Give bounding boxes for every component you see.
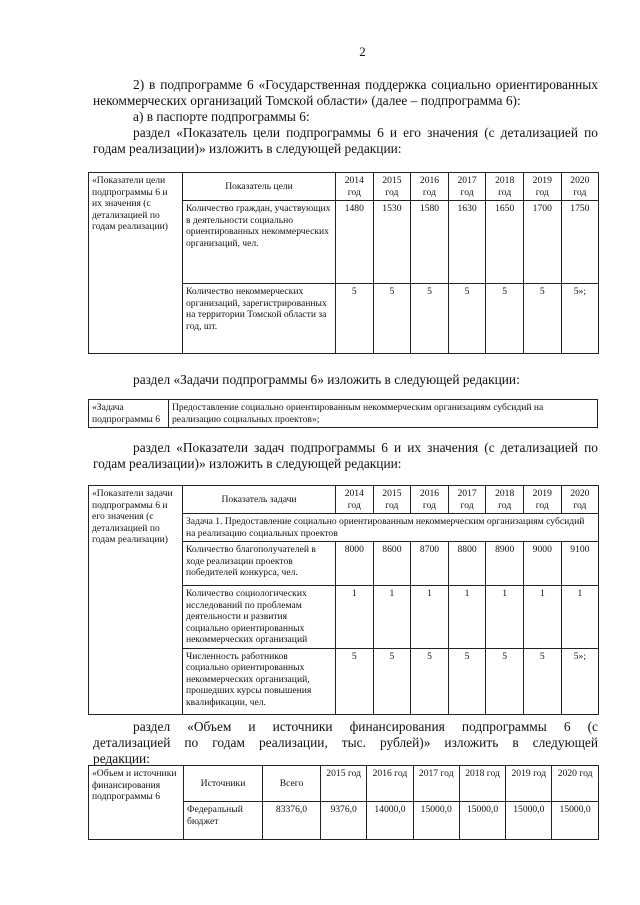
cell-value: 14000,0 bbox=[367, 802, 413, 840]
year-header: 2016 год bbox=[411, 486, 449, 514]
goal-indicators-table bbox=[88, 172, 599, 354]
year-header: 2020 год bbox=[561, 173, 599, 201]
year-header: 2015 год bbox=[373, 173, 411, 201]
column-header-sources: Источники bbox=[184, 766, 263, 802]
indicator-name: Количество благополучателей в ходе реализации проектов победителей конкурса, чел. bbox=[183, 542, 336, 586]
cell-value: 5 bbox=[486, 284, 524, 354]
cell-value: 15000,0 bbox=[552, 802, 598, 840]
table-label: «Показатели задачи подпрограммы 6 и его значения (с детализацией по годам реализации) bbox=[89, 486, 183, 715]
column-header-total: Всего bbox=[263, 766, 321, 802]
cell-value: 8900 bbox=[486, 542, 524, 586]
year-header: 2019 год bbox=[523, 486, 561, 514]
year-header: 2018 год bbox=[486, 486, 524, 514]
year-header: 2016 год bbox=[411, 173, 449, 201]
cell-value: 5 bbox=[448, 284, 486, 354]
financing-table bbox=[88, 765, 599, 840]
cell-value: 5 bbox=[411, 284, 449, 354]
paragraph-task-indicators-section: раздел «Показатели задач подпрограммы 6 и их значения (с детализацией по годам реализации)» изложить в следующей редакции: bbox=[93, 440, 598, 471]
year-header: 2017 год bbox=[448, 173, 486, 201]
cell-value: 5 bbox=[448, 648, 486, 714]
cell-value: 5 bbox=[336, 284, 374, 354]
paragraph-financing-section: раздел «Объем и источники финансирования подпрограммы 6 (с детализацией по годам реализации, тыс. рублей)» изложить в следующей редакции: bbox=[93, 719, 598, 766]
cell-value: 15000,0 bbox=[413, 802, 459, 840]
year-header: 2017 год bbox=[413, 766, 459, 802]
cell-value: 1 bbox=[561, 586, 599, 649]
indicator-name: Количество граждан, участвующих в деятельности социально ориентированных некоммерческих организаций, чел. bbox=[183, 201, 336, 284]
column-header: Показатель задачи bbox=[183, 486, 336, 514]
cell-value: 1 bbox=[486, 586, 524, 649]
cell-value: 5 bbox=[411, 648, 449, 714]
cell-value: 1 bbox=[448, 586, 486, 649]
paragraph-goal-indicator-section: раздел «Показатель цели подпрограммы 6 и его значения (с детализацией по годам реализации)» изложить в следующей редакции: bbox=[93, 125, 598, 156]
cell-value: 15000,0 bbox=[459, 802, 505, 840]
cell-value: 5»; bbox=[561, 648, 599, 714]
cell-value: 8600 bbox=[373, 542, 411, 586]
total-value: 83376,0 bbox=[263, 802, 321, 840]
indicator-name: Количество социологических исследований по проблемам деятельности и развития социально ориентированных некоммерческих организаций bbox=[183, 586, 336, 649]
cell-value: 5 bbox=[523, 648, 561, 714]
year-header: 2016 год bbox=[367, 766, 413, 802]
year-header: 2019 год bbox=[506, 766, 552, 802]
cell-value: 1 bbox=[373, 586, 411, 649]
year-header: 2020 год bbox=[552, 766, 598, 802]
cell-value: 1 bbox=[411, 586, 449, 649]
cell-value: 5 bbox=[486, 648, 524, 714]
year-header: 2014 год bbox=[336, 486, 374, 514]
cell-value: 5 bbox=[523, 284, 561, 354]
cell-value: 5 bbox=[336, 648, 374, 714]
tasks-table bbox=[88, 399, 598, 428]
cell-value: 5»; bbox=[561, 284, 599, 354]
table-label: «Показатели цели подпрограммы 6 и их значения (с детализацией по годам реализации) bbox=[89, 173, 183, 354]
source-name: Федеральный бюджет bbox=[184, 802, 263, 840]
year-header: 2018 год bbox=[486, 173, 524, 201]
cell-value: 8800 bbox=[448, 542, 486, 586]
task-row: Задача 1. Предоставление социально ориентированным некоммерческим организациям субсидий на реализацию социальных проектов bbox=[183, 514, 599, 542]
cell-value: 1530 bbox=[373, 201, 411, 284]
page-number: 2 bbox=[359, 44, 366, 59]
year-header: 2015 год bbox=[321, 766, 367, 802]
task-text: Предоставление социально ориентированным некоммерческим организациям субсидий на реализацию социальных проектов»; bbox=[169, 400, 598, 428]
task-indicators-table bbox=[88, 485, 599, 715]
year-header: 2019 год bbox=[523, 173, 561, 201]
year-header: 2018 год bbox=[459, 766, 505, 802]
cell-value: 1750 bbox=[561, 201, 599, 284]
cell-value: 5 bbox=[373, 648, 411, 714]
paragraph-tasks-section: раздел «Задачи подпрограммы 6» изложить в следующей редакции: bbox=[133, 372, 520, 387]
paragraph-subprogram-6: 2) в подпрограмме 6 «Государственная поддержка социально ориентированных некоммерческих организаций Томской области» (далее – подпрограмма 6): bbox=[93, 77, 598, 108]
cell-value: 1 bbox=[336, 586, 374, 649]
year-header: 2020 год bbox=[561, 486, 599, 514]
cell-value: 9376,0 bbox=[321, 802, 367, 840]
cell-value: 5 bbox=[373, 284, 411, 354]
column-header: Показатель цели bbox=[183, 173, 336, 201]
table-label: «Задача подпрограммы 6 bbox=[89, 400, 169, 428]
cell-value: 15000,0 bbox=[506, 802, 552, 840]
year-header: 2015 год bbox=[373, 486, 411, 514]
cell-value: 1650 bbox=[486, 201, 524, 284]
cell-value: 9000 bbox=[523, 542, 561, 586]
indicator-name: Количество некоммерческих организаций, зарегистрированных на территории Томской области за год, шт. bbox=[183, 284, 336, 354]
cell-value: 1480 bbox=[336, 201, 374, 284]
year-header: 2014 год bbox=[336, 173, 374, 201]
cell-value: 8000 bbox=[336, 542, 374, 586]
cell-value: 8700 bbox=[411, 542, 449, 586]
table-label: «Объем и источники финансирования подпрограммы 6 bbox=[89, 766, 184, 840]
year-header: 2017 год bbox=[448, 486, 486, 514]
cell-value: 1 bbox=[523, 586, 561, 649]
paragraph-passport: а) в паспорте подпрограммы 6: bbox=[133, 109, 310, 124]
cell-value: 9100 bbox=[561, 542, 599, 586]
cell-value: 1700 bbox=[523, 201, 561, 284]
cell-value: 1580 bbox=[411, 201, 449, 284]
indicator-name: Численность работников социально ориентированных некоммерческих организаций, прошедших курсы повышения квалификации, чел. bbox=[183, 648, 336, 714]
cell-value: 1630 bbox=[448, 201, 486, 284]
